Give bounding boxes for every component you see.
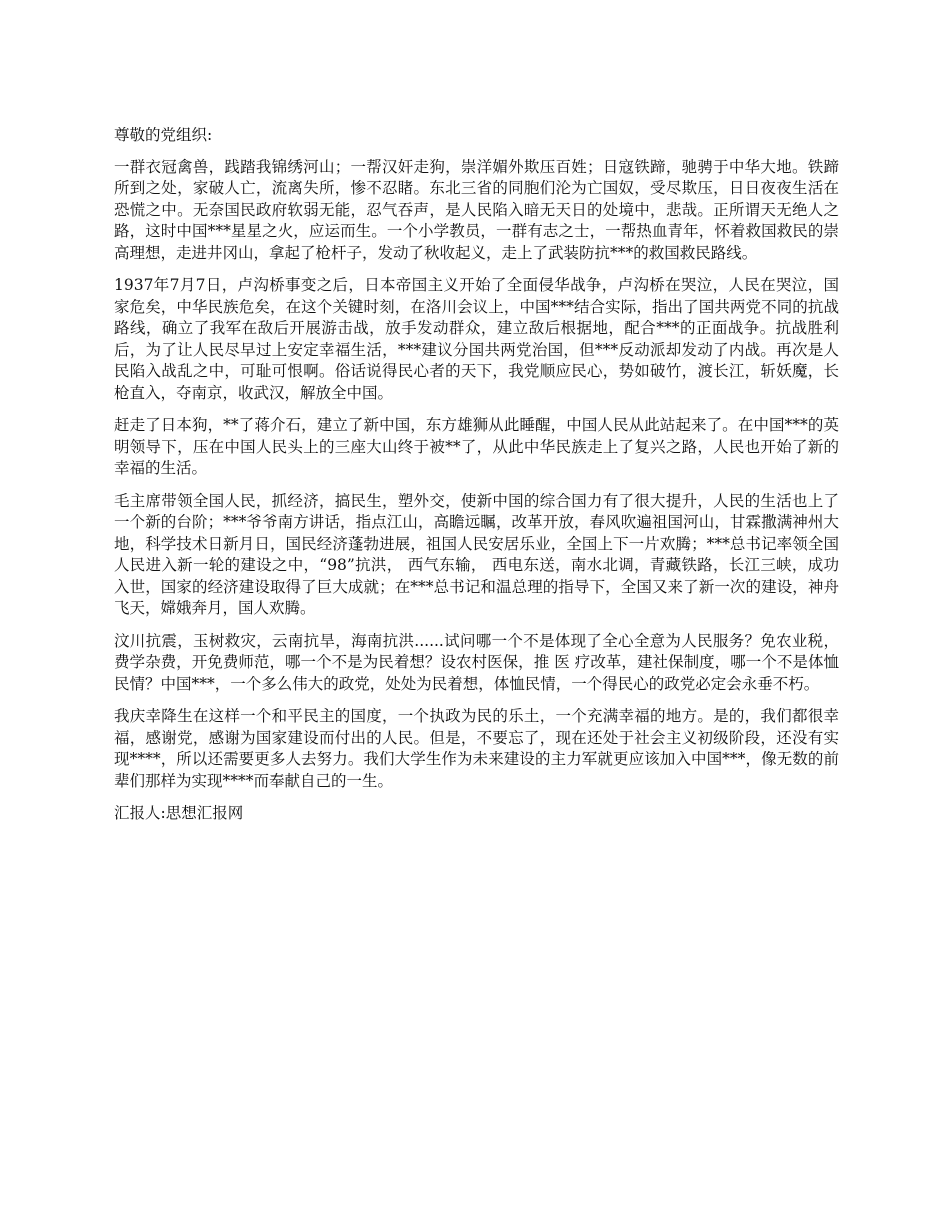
paragraph-4: 毛主席带领全国人民，抓经济，搞民生，塑外交，使新中国的综合国力有了很大提升，人民的生活也上了一个新的台阶；***爷爷南方讲话，指点江山，高瞻远瞩，改革开放，春风吹遍祖国河山，甘霖撒满神州大地，科学技术日新月日，国民经济蓬勃进展，祖国人民安居乐业，全国上下一片欢腾；***总书记率领全国人民进入新一轮的建设之中，“98”抗洪， 西气东输， 西电东送，南水北调，青藏铁路，长江三峡，成功入世，国家的经济建设取得了巨大成就；在***总书记和温总理的指导下，全国又来了新一次的建设，神舟飞天，嫦娥奔月，国人欢腾。 — [114, 491, 839, 617]
document-page — [114, 125, 839, 825]
paragraph-2: 1937年7月7日，卢沟桥事变之后，日本帝国主义开始了全面侵华战争，卢沟桥在哭泣，人民在哭泣，国家危矣，中华民族危矣，在这个关键时刻，在洛川会议上，中国***结合实际，指出了国共两党不同的抗战路线，确立了我军在敌后开展游击战，放手发动群众，建立敌后根据地，配合***的正面战争。抗战胜利后，为了让人民尽早过上安定幸福生活，***建议分国共两党治国，但***反动派却发动了内战。再次是人民陷入战乱之中，可耻可恨啊。俗话说得民心者的天下，我党顺应民心，势如破竹，渡长江，斩妖魔，长枪直入，夺南京，收武汉，解放全中国。 — [114, 276, 839, 402]
salutation: 尊敬的党组织: — [114, 126, 213, 144]
paragraph-3: 赶走了日本狗，**了蒋介石，建立了新中国，东方雄狮从此睡醒，中国人民从此站起来了。在中国***的英明领导下，压在中国人民头上的三座大山终于被**了，从此中华民族走上了复兴之路，人民也开始了新的幸福的生活。 — [114, 416, 839, 477]
paragraph-5: 汶川抗震，玉树救灾，云南抗旱，海南抗洪......试问哪一个不是体现了全心全意为人民服务？免农业税，费学杂费，开免费师范，哪一个不是为民着想？设农村医保，推 医 疗改革，建社保制度，哪一个不是体恤民情？中国***，一个多么伟大的政党，处处为民着想，体恤民情，一个得民心的政党必定会永垂不朽。 — [114, 631, 839, 693]
signature: 汇报人:思想汇报网 — [114, 804, 244, 822]
paragraph-1: 一群衣冠禽兽，践踏我锦绣河山；一帮汉奸走狗，崇洋媚外欺压百姓；日寇铁蹄，驰骋于中华大地。铁蹄所到之处，家破人亡，流离失所，惨不忍睹。东北三省的同胞们沦为亡国奴，受尽欺压，日日夜夜生活在恐慌之中。无奈国民政府软弱无能，忍气吞声，是人民陷入暗无天日的处境中，悲哉。正所谓天无绝人之路，这时中国***星星之火，应运而生。一个小学教员，一群有志之士，一帮热血青年，怀着救国救民的崇高理想，走进井冈山，拿起了枪杆子，发动了秋收起义，走上了武装防抗***的救国救民路线。 — [114, 157, 839, 262]
paragraph-6: 我庆幸降生在这样一个和平民主的国度，一个执政为民的乐土，一个充满幸福的地方。是的，我们都很幸福，感谢党，感谢为国家建设而付出的人民。但是，不要忘了，现在还处于社会主义初级阶段，还没有实现****，所以还需要更多人去努力。我们大学生作为未来建设的主力军就更应该加入中国***，像无数的前辈们那样为实现****而奉献自己的一生。 — [114, 707, 839, 790]
